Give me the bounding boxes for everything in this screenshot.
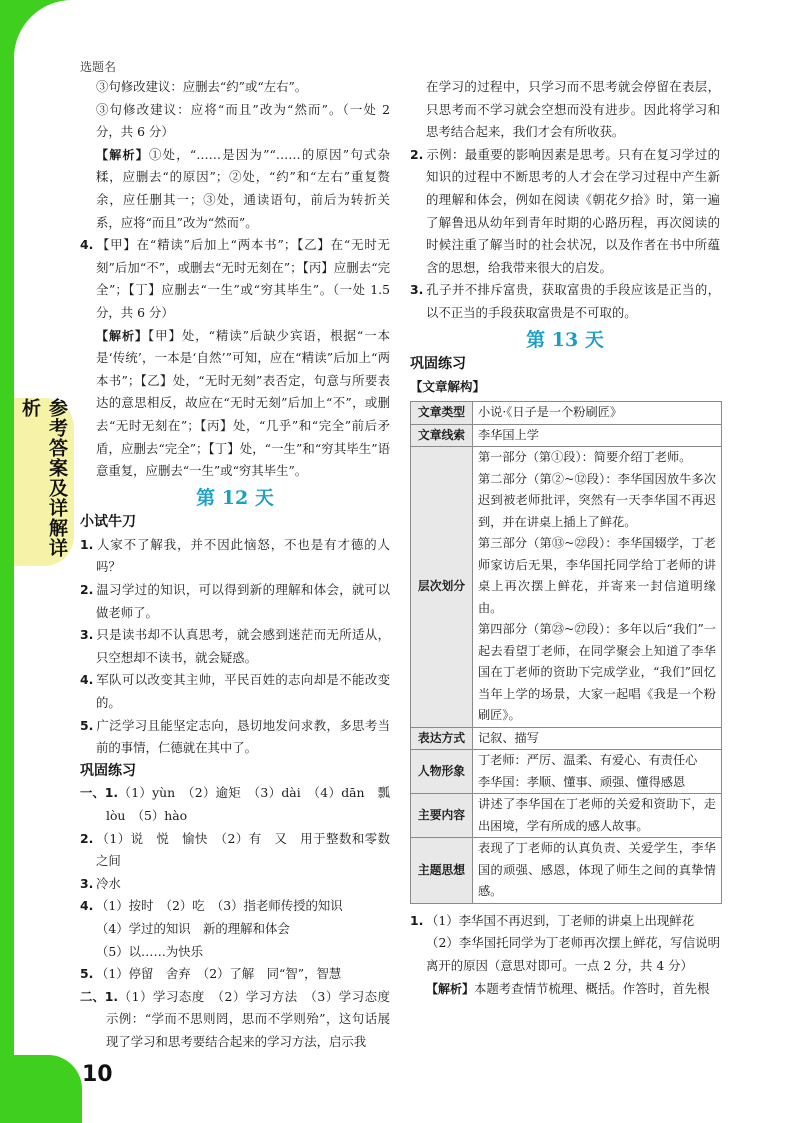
table-cell: 李华国上学 <box>473 424 722 447</box>
layer-part: 第三部分（第⑬~㉒段）：李华国辍学，丁老师家访后无果，李华国托同学给丁老师的讲桌上再次摆上鲜花，并寄来一封信道明缘由。 <box>478 536 716 615</box>
part1-q4-line: （4）学过的知识 新的理解和体会 <box>96 920 290 936</box>
question-4 <box>80 234 390 324</box>
part1-q4 <box>80 895 390 918</box>
list-item <box>80 624 390 669</box>
item-number: 3. <box>80 627 94 643</box>
page-number: 10 <box>82 1062 113 1087</box>
answer-line: ③句修改建议：应将“而且”改为“然而”。（一处 2 分，共 6 分） <box>96 101 390 140</box>
side-tab <box>14 398 74 566</box>
item-text: （1）学习态度 （2）学习方法 （3）学习态度 示例：“学而不思则罔，思而不学则殆”，这句话展现了学习和思考要结合起来的学习方法，启示我 <box>106 988 403 1049</box>
section-title-gonggulianxi: 巩固练习 <box>80 762 136 779</box>
item-text: （1）李华国不再迟到，丁老师的讲桌上出现鲜花 <box>426 912 695 928</box>
analysis-text: ①处，“……是因为”“……的原因”句式杂糅，应删去“的原因”；②处，“约”和“左右”重复赘余，应任删其一；③处，通读语句，前后为转折关系，应将“而且”改为“然而”。 <box>96 146 390 230</box>
table-header-cell: 文章线索 <box>411 424 473 447</box>
item-number: 5. <box>80 717 94 733</box>
item-text: 广泛学习且能坚定志向，恳切地发问求教，多思考当前的事情，仁德就在其中了。 <box>96 717 390 756</box>
table-row <box>411 727 722 750</box>
item-text: 人家不了解我，并不因此恼怒，不也是有才德的人吗？ <box>96 536 390 575</box>
layer-part: 第一部分（第①段）：简要介绍丁老师。 <box>478 450 692 465</box>
left-column <box>80 76 403 1054</box>
analysis-tag: 【解析】 <box>426 981 475 996</box>
item-text: 孔子并不排斥富贵，获取富贵的手段应该是正当的，以不正当的手段获取富贵是不可取的。 <box>426 282 720 320</box>
item-text: （1）说 悦 愉快 （2）有 又 用于整数和零数之间 <box>96 830 390 869</box>
table-row <box>411 794 722 838</box>
table-header-cell: 人物形象 <box>411 750 473 794</box>
item-text: 示例：最重要的影响因素是思考。只有在复习学过的知识的过程中不断思考的人才会在学习过程中产生新的理解和体会，例如在阅读《朝花夕拾》时，第一遍了解鲁迅从幼年到青年时期的心路历程，再次阅读的时候注重了解当时的社会状况，以及作者在书中所蕴含的思想，给我带来很大的启发。 <box>426 146 720 275</box>
table-cell: 表现了丁老师的认真负责、关爱学生，李华国的顽强、感恩，体现了师生之间的真挚情感。 <box>473 838 722 904</box>
part2-q1 <box>80 986 403 1054</box>
analysis-block <box>410 978 720 1001</box>
item-text: 军队可以改变其主帅，平民百姓的志向却是不能改变的。 <box>96 672 390 711</box>
item-number: 2. <box>410 146 424 162</box>
item-number: 3. <box>80 875 94 891</box>
character-line: 李华国：孝顺、懂事、顽强、懂得感恩 <box>478 774 686 789</box>
analysis-tag: 【解析】 <box>96 328 148 343</box>
day-12-title: 第 12 天 <box>196 486 274 509</box>
layer-part: 第四部分（第㉓~㉗段）：多年以后“我们”一起去看望丁老师，在同学聚会上知道了李华国在丁老师的资助下完成学业，“我们”回忆当年上学的场景，大家一起唱《我是一个粉刷匠》。 <box>478 622 716 723</box>
structure-table <box>410 401 722 904</box>
right-column <box>410 76 720 1000</box>
item-number: 2. <box>80 582 94 598</box>
item-number: 3. <box>410 282 424 298</box>
table-row <box>411 750 722 794</box>
analysis-block <box>80 325 390 483</box>
continuation-text: 在学习的过程中，只学习而不思考就会停留在表层，只思考而不学习就会空想而没有进步。因此将学习和思考结合起来，我们才会有所收获。 <box>426 79 720 140</box>
character-line: 丁老师：严厉、温柔、有爱心、有责任心 <box>478 753 698 768</box>
part1-q1 <box>80 782 390 827</box>
table-header-cell: 层次划分 <box>411 447 473 728</box>
list-item <box>80 534 390 579</box>
item-text: （1）停留 舍弃 （2）了解 同“智”，智慧 <box>96 966 342 982</box>
table-cell <box>473 750 722 794</box>
table-header-cell: 文章类型 <box>411 402 473 425</box>
item-number: 5. <box>80 966 94 982</box>
question-2 <box>410 144 720 280</box>
table-cell: 讲述了李华国在丁老师的关爱和资助下，走出困境，学有所成的感人故事。 <box>473 794 722 838</box>
question-3 <box>410 279 720 324</box>
table-cell <box>473 447 722 728</box>
section-title-xiaoshiniudao: 小试牛刀 <box>80 514 136 531</box>
item-number: 1. <box>410 912 424 928</box>
question-1-line: （2）李华国托同学为丁老师再次摆上鲜花，写信说明离开的原因（意思对即可。一点 2 分，共 4 分） <box>426 935 720 973</box>
list-item <box>80 579 390 624</box>
table-row <box>411 838 722 904</box>
table-title: 【文章解构】 <box>410 378 486 394</box>
section-title-gonggulianxi: 巩固练习 <box>410 356 466 373</box>
topic-name-label: 选题名 <box>80 60 117 74</box>
item-text: 冷水 <box>96 875 121 891</box>
question-1 <box>410 910 720 933</box>
question-4-answer: 【甲】在“精读”后加上“两本书”；【乙】在“无时无刻”后加“不”，或删去“无时无刻在”；【丙】应删去“完全”；【丁】应删去“一生”或“穷其毕生”。（一处 1.5 分，共 6 分） <box>96 237 390 320</box>
day-13-title: 第 13 天 <box>526 328 604 351</box>
item-number: 4. <box>80 898 94 914</box>
item-text: （1）yùn （2）逾矩 （3）dài （4）dān 瓢 lòu （5）hào <box>106 785 390 823</box>
analysis-text: 本题考查情节梳理、概括。作答时，首先根 <box>474 980 710 996</box>
question-number: 4. <box>80 237 94 253</box>
analysis-block <box>80 144 390 234</box>
item-number: 4. <box>80 672 94 688</box>
answer-line: ③句修改建议：应删去“约”或“左右”。 <box>96 79 308 94</box>
list-item <box>80 715 390 760</box>
part1-q4-line: （5）以……为快乐 <box>96 943 204 959</box>
page-corner-decoration <box>14 1055 82 1123</box>
item-number: 2. <box>80 830 94 846</box>
table-row <box>411 424 722 447</box>
item-number: 1. <box>80 536 94 552</box>
table-header-cell: 主要内容 <box>411 794 473 838</box>
item-text: 温习学过的知识，可以得到新的理解和体会，就可以做老师了。 <box>96 582 390 620</box>
table-header-cell: 表达方式 <box>411 727 473 750</box>
side-tab-label: 参考答案及详解详析 <box>19 398 68 558</box>
table-row <box>411 402 722 425</box>
table-cell: 小说·《日子是一个粉刷匠》 <box>473 402 722 425</box>
table-cell: 记叙、描写 <box>473 727 722 750</box>
item-text: （1）按时 （2）吃 （3）指老师传授的知识 <box>96 898 343 914</box>
item-number: 二、1. <box>80 988 119 1004</box>
table-row <box>411 447 722 728</box>
table-header-cell: 主题思想 <box>411 838 473 904</box>
analysis-text: 【甲】处，“精读”后缺少宾语，根据“一本是‘传统’，一本是‘自然’”可知，应在“精读”后加上“两本书”；【乙】处，“无时无刻”表否定，句意与所要表达的意思相反，故应在“无时无刻”后加上“不”，或删去“无时无刻在”；【丙】处，“几乎”和“完全”前后矛盾，应删去“完全”；【丁】处，“一生”和“穷其毕生”语意重复，应删去“一生”或“穷其毕生”。 <box>96 327 390 479</box>
part1-q2 <box>80 828 390 873</box>
list-item <box>80 669 390 714</box>
part1-q3 <box>80 873 390 896</box>
item-text: 只是读书却不认真思考，就会感到迷茫而无所适从，只空想却不读书，就会疑惑。 <box>96 627 390 665</box>
layer-part: 第二部分（第②~⑫段）：李华国因放牛多次迟到被老师批评，突然有一天李华国不再迟到，并在讲桌上插上了鲜花。 <box>478 471 716 529</box>
part1-q5 <box>80 963 390 986</box>
analysis-tag: 【解析】 <box>96 147 149 162</box>
item-number: 一、1. <box>80 785 119 801</box>
